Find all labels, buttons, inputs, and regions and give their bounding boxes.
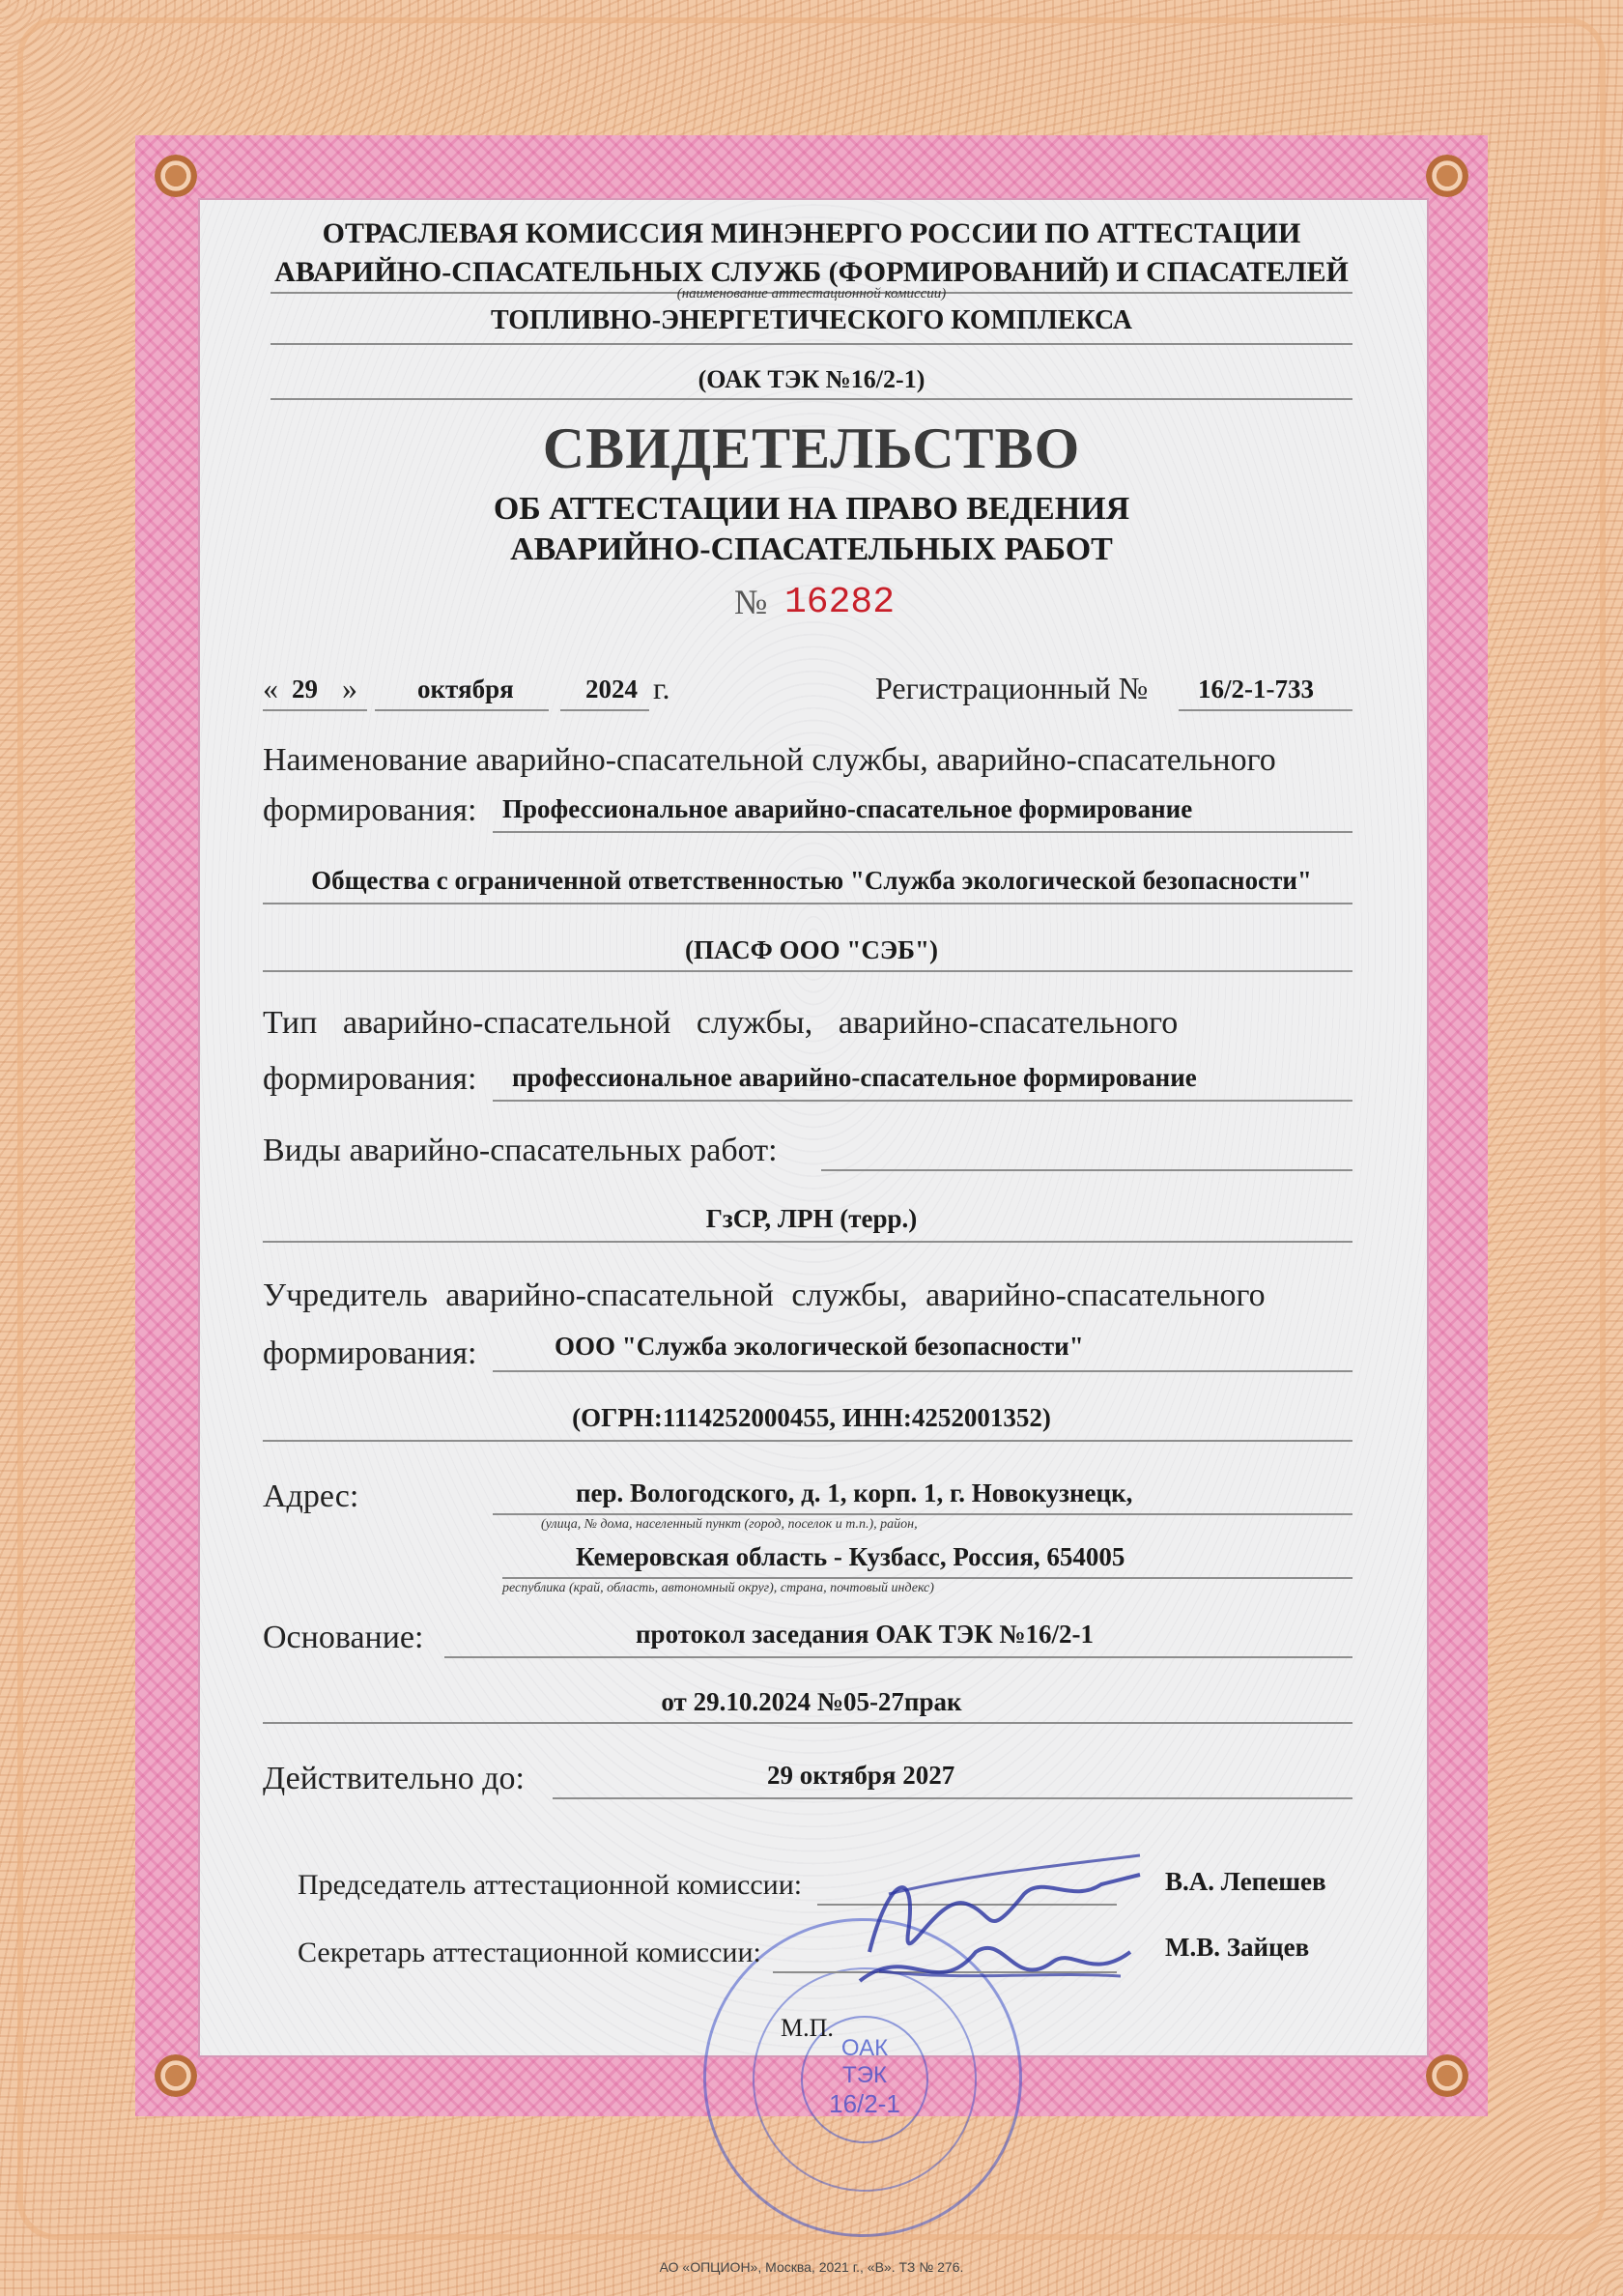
seal-text-line2: ТЭК: [842, 2062, 887, 2088]
chair-name: В.А. Лепешев: [1165, 1867, 1326, 1896]
underline: [270, 343, 1352, 345]
corner-ornament-icon: [155, 155, 197, 197]
service-name-label-line2: формирования:: [263, 792, 477, 828]
date-year: 2024: [585, 674, 638, 703]
document-subtitle-line1: ОБ АТТЕСТАЦИИ НА ПРАВО ВЕДЕНИЯ: [493, 491, 1130, 527]
commission-name-line2: АВАРИЙНО-СПАСАТЕЛЬНЫХ СЛУЖБ (ФОРМИРОВАНИЙ) И СПАСАТЕЛЕЙ: [274, 256, 1349, 288]
underline: [263, 1722, 1352, 1724]
service-type-value: профессиональное аварийно-спасательное формирование: [512, 1063, 1197, 1092]
address-caption-line2: республика (край, область, автономный округ), страна, почтовый индекс): [502, 1581, 934, 1595]
service-name-value-line3: (ПАСФ ООО "СЭБ"): [685, 935, 938, 964]
commission-name-line3: ТОПЛИВНО-ЭНЕРГЕТИЧЕСКОГО КОМПЛЕКСА: [490, 305, 1133, 335]
document-title: СВИДЕТЕЛЬСТВО: [542, 416, 1081, 480]
secretary-signature-icon: [850, 1923, 1140, 2010]
underline: [502, 1577, 1352, 1579]
underline: [263, 1241, 1352, 1243]
registration-label: Регистрационный №: [875, 671, 1149, 705]
chair-label: Председатель аттестационной комиссии:: [298, 1869, 803, 1901]
underline: [270, 398, 1352, 400]
underline: [375, 709, 549, 711]
underline: [444, 1656, 1352, 1658]
underline: [493, 1513, 1352, 1515]
number-prefix: №: [734, 583, 768, 621]
address-label: Адрес:: [263, 1478, 359, 1514]
underline: [553, 1797, 1352, 1799]
address-value-line2: Кемеровская область - Кузбасс, Россия, 654005: [576, 1542, 1125, 1571]
service-type-label-line2: формирования:: [263, 1061, 477, 1097]
date-year-suffix: г.: [653, 671, 670, 705]
service-type-label-line1: Тип аварийно-спасательной службы, аварийно-спасательного: [263, 1005, 1179, 1041]
corner-ornament-icon: [155, 2054, 197, 2097]
commission-code: (ОАК ТЭК №16/2-1): [698, 365, 925, 393]
basis-label: Основание:: [263, 1620, 424, 1655]
seal-text-line1: ОАК: [840, 2035, 889, 2061]
certificate-number: 16282: [784, 582, 896, 623]
underline: [263, 709, 367, 711]
underline: [493, 1100, 1352, 1102]
corner-ornament-icon: [1426, 2054, 1468, 2097]
printer-footer: АО «ОПЦИОН», Москва, 2021 г., «В». ТЗ № 276.: [659, 2259, 964, 2275]
underline: [493, 831, 1352, 833]
commission-name-line1: ОТРАСЛЕВАЯ КОМИССИЯ МИНЭНЕРГО РОССИИ ПО АТТЕСТАЦИИ: [322, 217, 1301, 249]
valid-until-value: 29 октября 2027: [767, 1761, 955, 1790]
service-name-value-line2: Общества с ограниченной ответственностью "Служба экологической безопасности": [311, 866, 1312, 895]
underline: [263, 1440, 1352, 1442]
address-caption-line1: (улица, № дома, населенный пункт (город, поселок и т.п.), район,: [541, 1517, 918, 1532]
secretary-label: Секретарь аттестационной комиссии:: [298, 1937, 761, 1968]
works-label: Виды аварийно-спасательных работ:: [263, 1133, 778, 1168]
underline: [821, 1169, 1352, 1171]
address-value-line1: пер. Вологодского, д. 1, корп. 1, г. Новокузнецк,: [576, 1478, 1133, 1507]
underline: [263, 970, 1352, 972]
underline: [493, 1370, 1352, 1372]
date-day: 29: [292, 674, 318, 703]
seal-place-label: М.П.: [781, 2014, 834, 2042]
registration-number: 16/2-1-733: [1198, 674, 1314, 703]
basis-value-line1: протокол заседания ОАК ТЭК №16/2-1: [636, 1620, 1095, 1649]
founder-value-line1: ООО "Служба экологической безопасности": [555, 1332, 1084, 1361]
valid-until-label: Действительно до:: [263, 1761, 525, 1796]
founder-label-line1: Учредитель аварийно-спасательной службы, аварийно-спасательного: [263, 1277, 1266, 1313]
service-name-value-line1: Профессиональное аварийно-спасательное формирование: [502, 794, 1193, 823]
basis-value-line2: от 29.10.2024 №05-27прак: [661, 1687, 962, 1716]
works-value: ГзСР, ЛРН (терр.): [705, 1204, 918, 1233]
secretary-name: М.В. Зайцев: [1165, 1933, 1310, 1962]
founder-value-line2: (ОГРН:1114252000455, ИНН:4252001352): [572, 1403, 1051, 1432]
underline: [1179, 709, 1352, 711]
corner-ornament-icon: [1426, 155, 1468, 197]
commission-caption: (наименование аттестационной комиссии): [676, 286, 947, 301]
service-name-label-line1: Наименование аварийно-спасательной службы, аварийно-спасательного: [263, 742, 1276, 778]
document-subtitle-line2: АВАРИЙНО-СПАСАТЕЛЬНЫХ РАБОТ: [510, 531, 1113, 567]
underline: [263, 903, 1352, 904]
founder-label-line2: формирования:: [263, 1335, 477, 1371]
underline: [560, 709, 649, 711]
date-open-quote: «: [263, 671, 278, 705]
seal-text-line3: 16/2-1: [829, 2089, 900, 2118]
date-close-quote: »: [342, 671, 357, 705]
date-month: октября: [417, 674, 514, 703]
